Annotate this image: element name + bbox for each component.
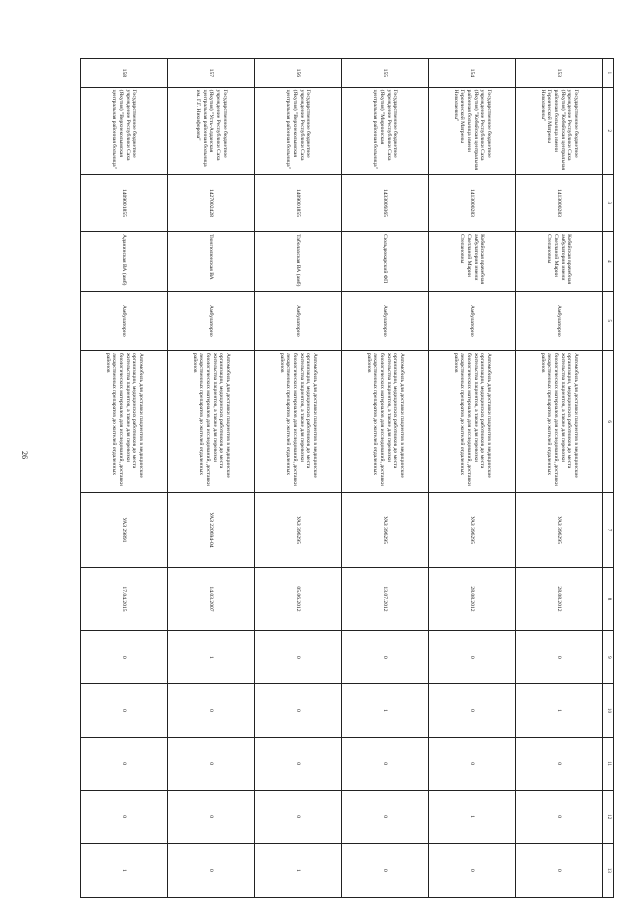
inn: 1433009365 [342, 174, 429, 231]
vehicle-purpose: Автомобиль для доставки пациентов в медицинские организации, медицинских работников до места жительства пациентов, а также для перевозки биологических материалов для исследований, доставки лекарственных препаратов до жителей отдаленных районов [516, 351, 603, 493]
count-col-13: 0 [429, 843, 516, 897]
column-number: 6 [603, 351, 614, 493]
column-number: 10 [603, 684, 614, 737]
registration-date: 05.06.2012 [255, 567, 342, 631]
care-type: Амбулаторно [516, 291, 603, 350]
institution-name: Государственное бюджетное учреждение Республики Саха (Якутия) "Мирнинская центральная районная больница" [342, 87, 429, 174]
care-type: Амбулаторно [168, 291, 255, 350]
count-col-12: 0 [168, 790, 255, 843]
table-row [168, 59, 255, 898]
column-number: 7 [603, 493, 614, 567]
column-number: 8 [603, 567, 614, 631]
count-col-13: 1 [255, 843, 342, 897]
count-col-13: 0 [168, 843, 255, 897]
column-number: 4 [603, 232, 614, 291]
care-type: Амбулаторно [81, 291, 168, 350]
row-number: 157 [168, 59, 255, 88]
institution-name: Государственное бюджетное учреждение Республики Саха (Якутия) "Кобяйская центральная районная больница имени Героической Матрены Николаевны" [429, 87, 516, 174]
column-number: 12 [603, 790, 614, 843]
column-number: 11 [603, 737, 614, 790]
table-row [516, 59, 603, 898]
subdivision: Тюнгюлюнская ВА [168, 232, 255, 291]
table-row [255, 59, 342, 898]
count-col-10: 1 [342, 684, 429, 737]
vehicle-table [80, 58, 614, 898]
care-type: Амбулаторно [255, 291, 342, 350]
column-number: 3 [603, 174, 614, 231]
count-col-9: 0 [429, 631, 516, 684]
row-number: 158 [81, 59, 168, 88]
table-row [342, 59, 429, 898]
vehicle-model: УАЗ 396295 [429, 493, 516, 567]
table-row [81, 59, 168, 898]
institution-name: Государственное бюджетное учреждение Республики Саха (Якутия) "Усть-Алданская центральная районная больница им. Г.Г. Никифорова" [168, 87, 255, 174]
column-number: 5 [603, 291, 614, 350]
count-col-10: 1 [516, 684, 603, 737]
care-type: Амбулаторно [429, 291, 516, 350]
vehicle-model: УАЗ 396295 [255, 493, 342, 567]
registration-date: 28.08.2012 [516, 567, 603, 631]
vehicle-model: УАЗ 396295 [342, 493, 429, 567]
count-col-10: 0 [429, 684, 516, 737]
count-col-13: 0 [342, 843, 429, 897]
inn: 1409001855 [81, 174, 168, 231]
column-number-row [603, 59, 614, 898]
count-col-10: 0 [255, 684, 342, 737]
subdivision: Аданинская ВА (амб) [81, 232, 168, 291]
vehicle-purpose: Автомобиль для доставки пациентов в медицинские организации, медицинских работников до места жительства пациентов, а также для перевозки биологических материалов для исследований, доставки лекарственных препаратов до жителей отдаленных районов [255, 351, 342, 493]
subdivision: Таболахская ВА (амб) [255, 232, 342, 291]
count-col-12: 0 [516, 790, 603, 843]
registration-date: 13.07.2012 [342, 567, 429, 631]
count-col-12: 0 [81, 790, 168, 843]
vehicle-purpose: Автомобиль для доставки пациентов в медицинские организации, медицинских работников до места жительства пациентов, а также для перевозки биологических материалов для исследований, доставки лекарственных препаратов до жителей отдаленных районов [168, 351, 255, 493]
registration-date: 28.08.2012 [429, 567, 516, 631]
column-number: 13 [603, 843, 614, 897]
count-col-11: 0 [255, 737, 342, 790]
count-col-12: 0 [342, 790, 429, 843]
count-col-11: 0 [429, 737, 516, 790]
vehicle-model: УАЗ 396295 [516, 493, 603, 567]
subdivision: Сюльдюкарский ФП [342, 232, 429, 291]
column-number: 2 [603, 87, 614, 174]
vehicle-purpose: Автомобиль для доставки пациентов в медицинские организации, медицинских работников до места жительства пациентов, а также для перевозки биологических материалов для исследований, доставки лекарственных препаратов до жителей отдаленных районов [81, 351, 168, 493]
count-col-11: 0 [342, 737, 429, 790]
table-body [81, 59, 603, 898]
care-type: Амбулаторно [342, 291, 429, 350]
count-col-9: 0 [342, 631, 429, 684]
institution-name: Государственное бюджетное учреждение Республики Саха (Якутия) "Верхнеколымская центральная районная больница" [255, 87, 342, 174]
count-col-9: 0 [516, 631, 603, 684]
column-number: 1 [603, 59, 614, 88]
inn: 1409001855 [255, 174, 342, 231]
vehicle-purpose: Автомобиль для доставки пациентов в медицинские организации, медицинских работников до места жительства пациентов, а также для перевозки биологических материалов для исследований, доставки лекарственных препаратов до жителей отдаленных районов [342, 351, 429, 493]
count-col-11: 0 [516, 737, 603, 790]
inn: 1413000283 [516, 174, 603, 231]
count-col-12: 0 [255, 790, 342, 843]
subdivision: Кобяйская врачебная амбулатория имени Светланой Марии Степановны [516, 232, 603, 291]
count-col-10: 0 [81, 684, 168, 737]
row-number: 156 [255, 59, 342, 88]
row-number: 154 [429, 59, 516, 88]
count-col-12: 1 [429, 790, 516, 843]
institution-name: Государственное бюджетное учреждение Республики Саха (Якутия) "Кобяйская центральная районная больница имени Героической Матрены Николаевны" [516, 87, 603, 174]
count-col-9: 0 [81, 631, 168, 684]
count-col-13: 0 [516, 843, 603, 897]
count-col-11: 0 [81, 737, 168, 790]
table-row [429, 59, 516, 898]
vehicle-model: УАЗ 220694-04 [168, 493, 255, 567]
inn: 1427002428 [168, 174, 255, 231]
column-number: 9 [603, 631, 614, 684]
row-number: 153 [516, 59, 603, 88]
inn: 1413000283 [429, 174, 516, 231]
vehicle-model: УАЗ 29891 [81, 493, 168, 567]
row-number: 155 [342, 59, 429, 88]
vehicle-purpose: Автомобиль для доставки пациентов в медицинские организации, медицинских работников до места жительства пациентов, а также для перевозки биологических материалов для исследований, доставки лекарственных препаратов до жителей отдаленных районов [429, 351, 516, 493]
registration-date: 17.04.2015 [81, 567, 168, 631]
page-number: 26 [20, 451, 29, 459]
institution-name: Государственное бюджетное учреждение Республики Саха (Якутия) "Верхнеколымская центральная районная больница" [81, 87, 168, 174]
registration-date: 14.03.2007 [168, 567, 255, 631]
count-col-9: 0 [255, 631, 342, 684]
count-col-10: 0 [168, 684, 255, 737]
count-col-9: 1 [168, 631, 255, 684]
count-col-13: 1 [81, 843, 168, 897]
rotated-table-wrapper [80, 58, 614, 898]
count-col-11: 0 [168, 737, 255, 790]
subdivision: Кобяйская врачебная амбулатория имени Светланой Марии Степановны [429, 232, 516, 291]
